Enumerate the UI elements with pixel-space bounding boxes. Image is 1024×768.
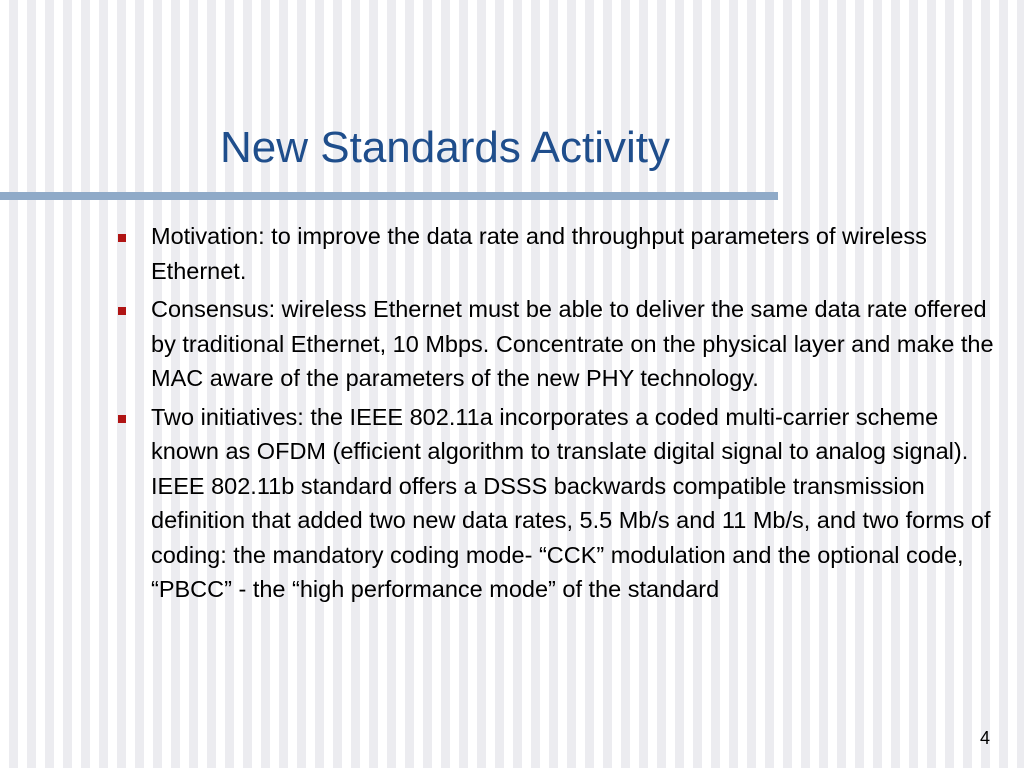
bullet-list — [112, 219, 1007, 611]
square-bullet-icon — [118, 415, 126, 423]
bullet-text: Motivation: to improve the data rate and throughput parameters of wireless Ethernet. — [151, 223, 927, 284]
bullet-text: Consensus: wireless Ethernet must be able to deliver the same data rate offered by traditional Ethernet, 10 Mbps. Concentrate on the physical layer and make the MAC aware of the parameters of the new PHY technology. — [151, 296, 994, 391]
square-bullet-icon — [118, 307, 126, 315]
title-divider — [0, 192, 778, 200]
square-bullet-icon — [118, 234, 126, 242]
bullet-item-initiatives — [112, 400, 1007, 607]
slide-title: New Standards Activity — [220, 123, 670, 172]
page-number: 4 — [979, 728, 990, 748]
bullet-item-motivation — [112, 219, 1007, 288]
bullet-text: Two initiatives: the IEEE 802.11a incorporates a coded multi-carrier scheme known as OFDM (efficient algorithm to translate digital signal to analog signal). IEEE 802.11b standard offers a DSSS backwards compatible transmission definition that added two new data rates, 5.5 Mb/s and 11 Mb/s, and two forms of coding: the mandatory coding mode- “CCK” modulation and the optional code, “PBCC” - the “high performance mode” of the standard — [151, 403, 991, 602]
bullet-item-consensus — [112, 292, 1007, 396]
